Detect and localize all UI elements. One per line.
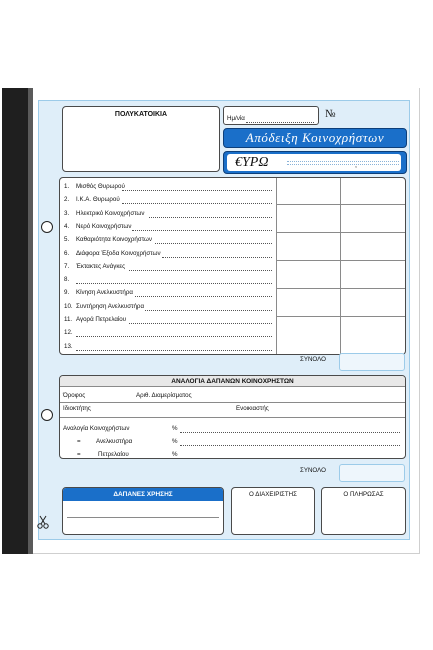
expense-row-11-label: Αγορά Πετρελαίου — [76, 316, 127, 323]
expense-row-11-number: 11. — [64, 316, 73, 323]
grid-line-5 — [276, 316, 405, 317]
grid-line-2 — [276, 232, 405, 233]
amount-decimal-separator: , — [355, 162, 357, 169]
expense-row-8-number: 8. — [64, 276, 70, 283]
receipt-title: Απόδειξη Κοινοχρήστων — [223, 128, 407, 148]
expense-row-13-number: 13. — [64, 343, 73, 350]
number-sign: № — [325, 108, 336, 120]
date-field[interactable] — [223, 106, 319, 125]
allocation-row-0-line — [180, 432, 400, 433]
expense-row-4-number: 4. — [64, 223, 70, 230]
scissors-icon — [37, 515, 49, 529]
allocation-row-2-unit: % — [172, 451, 178, 458]
amount-guide — [287, 161, 399, 165]
allocation-line-2 — [60, 417, 405, 418]
allocation-table — [59, 375, 406, 459]
allocation-row-2-label: Πετρελαίου — [98, 451, 129, 458]
expenses-total-field[interactable] — [339, 353, 405, 371]
grid-line-1 — [276, 204, 405, 205]
amount-field[interactable] — [227, 154, 401, 171]
usage-expenses-label: ΔΑΠΑΝΕΣ ΧΡΗΣΗΣ — [63, 488, 223, 501]
allocation-row-0-unit: % — [172, 425, 178, 432]
floor-label: Όροφος — [63, 392, 86, 399]
allocation-heading: ΑΝΑΛΟΓΙΑ ΔΑΠΑΝΩΝ ΚΟΙΝΟΧΡΗΣΤΩΝ — [60, 376, 405, 387]
building-box — [62, 106, 220, 172]
expense-row-9-number: 9. — [64, 289, 70, 296]
expense-row-3-label: Ηλεκτρικό Κοινοχρήστων — [76, 210, 145, 217]
expenses-total-label: ΣΥΝΟΛΟ — [300, 356, 326, 363]
owner-label: Ιδιοκτήτης — [63, 405, 91, 412]
apartment-label: Αριθ. Διαμερίσματος — [136, 392, 192, 399]
manager-signature-box[interactable] — [231, 487, 315, 535]
expense-row-10-line — [145, 310, 272, 311]
date-label: Ημ/νία — [227, 115, 245, 122]
allocation-row-1-prefix: = — [77, 438, 81, 445]
manager-label: Ο ΔΙΑΧΕΙΡΙΣΤΗΣ — [249, 491, 297, 498]
usage-expenses-box[interactable] — [62, 487, 224, 535]
expense-row-6-number: 6. — [64, 250, 70, 257]
expense-row-7-number: 7. — [64, 263, 70, 270]
building-label: ΠΟΛΥΚΑΤΟΙΚΙΑ — [114, 111, 168, 118]
date-line — [246, 122, 314, 123]
expense-row-1-number: 1. — [64, 183, 70, 190]
payer-signature-box[interactable] — [321, 487, 406, 535]
euro-label: €ΥΡΩ — [235, 155, 269, 170]
payer-label: Ο ΠΛΗΡΩΣΑΣ — [343, 491, 384, 498]
expense-row-7-line — [129, 270, 272, 271]
expense-row-5-label: Καθαριότητα Κοινοχρήστων — [76, 236, 152, 243]
expense-row-7-label: Έκτακτες Ανάγκες — [76, 263, 126, 270]
expense-row-3-line — [149, 217, 272, 218]
expense-row-8-line — [76, 283, 272, 284]
grid-line-3 — [276, 260, 405, 261]
allocation-row-0-label: Αναλογία Κοινοχρήστων — [63, 425, 130, 432]
expense-row-2-label: Ι.Κ.Α. Θυρωρού — [76, 196, 120, 203]
amount-box[interactable] — [223, 151, 407, 174]
expense-row-10-number: 10. — [64, 303, 73, 310]
allocation-total-label: ΣΥΝΟΛΟ — [300, 467, 326, 474]
allocation-row-2-prefix: = — [77, 451, 81, 458]
expense-row-12-line — [76, 336, 272, 337]
expense-row-2-line — [122, 203, 272, 204]
expense-row-9-line — [135, 296, 272, 297]
expense-row-9-label: Κίνηση Ανελκυστήρα — [76, 289, 133, 296]
expense-row-5-number: 5. — [64, 236, 70, 243]
expense-row-2-number: 2. — [64, 196, 70, 203]
binder-hole-bottom — [41, 409, 53, 421]
expense-row-5-line — [155, 243, 272, 244]
expense-row-11-line — [129, 323, 272, 324]
binder-hole-top — [41, 221, 53, 233]
expense-row-4-line — [132, 230, 272, 231]
pad-binding-spine — [2, 88, 28, 554]
expense-row-1-label: Μισθός Θυρωρού — [76, 183, 125, 190]
grid-line-4 — [276, 288, 405, 289]
expense-row-13-line — [76, 350, 272, 351]
allocation-line-1 — [60, 402, 405, 403]
expense-row-6-line — [162, 257, 272, 258]
expense-row-6-label: Διάφορα Έξοδα Κοινοχρήστων — [76, 250, 161, 257]
expense-row-3-number: 3. — [64, 210, 70, 217]
allocation-row-1-line — [180, 445, 400, 446]
allocation-row-1-label: Ανελκυστήρα — [96, 438, 133, 445]
allocation-total-field[interactable] — [339, 464, 405, 482]
tenant-label: Ενοικιαστής — [236, 405, 269, 412]
usage-line — [67, 517, 219, 518]
allocation-row-1-unit: % — [172, 438, 178, 445]
expense-row-12-number: 12. — [64, 329, 73, 336]
expense-row-4-label: Νερό Κοινοχρήστων — [76, 223, 132, 230]
expense-row-1-line — [122, 190, 272, 191]
expense-row-10-label: Συντήρηση Ανελκυστήρα — [76, 303, 145, 310]
